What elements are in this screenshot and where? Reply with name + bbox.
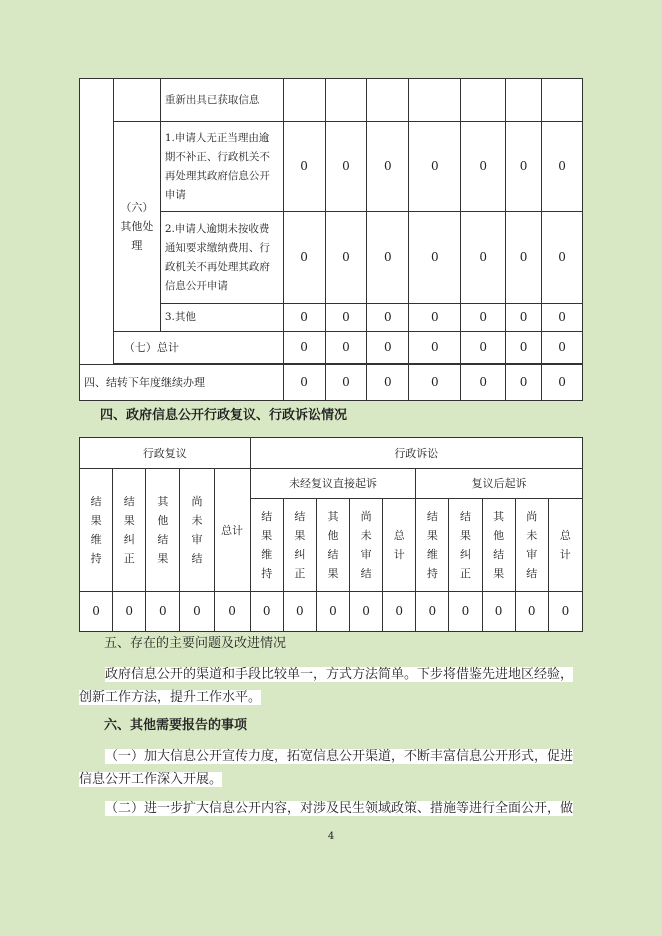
value-cell: 0 xyxy=(548,592,582,632)
value-cell: 0 xyxy=(283,365,325,401)
value-cell: 0 xyxy=(325,332,367,364)
value-cell: 0 xyxy=(409,332,461,364)
value-cell: 0 xyxy=(416,592,449,632)
col-header: 尚 未 审 结 xyxy=(515,499,548,592)
value-cell: 0 xyxy=(316,592,349,632)
value-cell: 0 xyxy=(542,122,583,212)
value-cell: 0 xyxy=(506,332,542,364)
col-header: 其 他 结 果 xyxy=(482,499,515,592)
value-cell: 0 xyxy=(325,304,367,332)
value-cell: 0 xyxy=(409,304,461,332)
value-cell: 0 xyxy=(506,304,542,332)
col-header: 总计 xyxy=(214,469,250,592)
section6-p1: （一）加大信息公开宣传力度，拓宽信息公开渠道，不断丰富信息公开形式，促进信息公开工作深入开展。 xyxy=(79,749,574,787)
value-cell: 0 xyxy=(506,365,542,401)
value-cell: 0 xyxy=(283,212,325,304)
value-cell: 0 xyxy=(506,122,542,212)
value-cell: 0 xyxy=(542,304,583,332)
col-header: 总 计 xyxy=(548,499,582,592)
col-header: 尚 未 审 结 xyxy=(180,469,214,592)
col-header: 结 果 维 持 xyxy=(250,499,283,592)
value-cell: 0 xyxy=(461,122,506,212)
admin-litigation-header: 行政诉讼 xyxy=(250,438,582,469)
section6-title: 六、其他需要报告的事项 xyxy=(104,718,248,733)
value-cell: 0 xyxy=(515,592,548,632)
value-cell: 0 xyxy=(283,592,316,632)
value-cell: 0 xyxy=(250,592,283,632)
value-cell: 0 xyxy=(350,592,383,632)
value-cell: 0 xyxy=(283,332,325,364)
value-cell: 0 xyxy=(409,365,461,401)
value-cell: 0 xyxy=(325,212,367,304)
total-label: （七）总计 xyxy=(113,332,283,364)
col-header: 其 他 结 果 xyxy=(316,499,349,592)
section6-p2: （二）进一步扩大信息公开内容，对涉及民生领域政策、措施等进行全面公开，做 xyxy=(105,801,574,816)
value-cell: 0 xyxy=(367,304,409,332)
row-desc: 3.其他 xyxy=(160,304,283,332)
page-number: 4 xyxy=(327,831,335,842)
value-cell: 0 xyxy=(283,122,325,212)
col-header: 总 计 xyxy=(383,499,416,592)
col-header: 结 果 纠 正 xyxy=(449,499,482,592)
section5-title: 五、存在的主要问题及改进情况 xyxy=(104,636,287,651)
row-desc: 重新出具已获取信息 xyxy=(160,79,283,122)
disposal-table xyxy=(79,78,583,401)
value-cell: 0 xyxy=(180,592,214,632)
section4-title: 四、政府信息公开行政复议、行政诉讼情况 xyxy=(100,408,348,423)
group6-label: （六） 其他处 理 xyxy=(113,122,160,332)
value-cell: 0 xyxy=(542,212,583,304)
value-cell: 0 xyxy=(325,365,367,401)
row-desc: 2.申请人逾期未按收费通知要求缴纳费用、行政机关不再处理其政府信息公开申请 xyxy=(160,212,283,304)
value-cell: 0 xyxy=(542,365,583,401)
value-cell: 0 xyxy=(367,212,409,304)
review-litigation-table xyxy=(79,437,583,632)
col-header: 尚 未 审 结 xyxy=(350,499,383,592)
section5-body: 政府信息公开的渠道和手段比较单一，方式方法简单。下步将借鉴先进地区经验，创新工作方法，提升工作水平。 xyxy=(79,667,574,705)
value-cell: 0 xyxy=(409,122,461,212)
value-cell: 0 xyxy=(461,212,506,304)
direct-suit-header: 未经复议直接起诉 xyxy=(250,469,416,499)
value-cell: 0 xyxy=(367,332,409,364)
value-cell: 0 xyxy=(482,592,515,632)
value-cell: 0 xyxy=(367,365,409,401)
carry-label: 四、结转下年度继续办理 xyxy=(80,365,284,401)
value-cell: 0 xyxy=(542,332,583,364)
value-cell: 0 xyxy=(113,592,146,632)
value-cell: 0 xyxy=(383,592,416,632)
value-cell: 0 xyxy=(214,592,250,632)
value-cell: 0 xyxy=(461,332,506,364)
value-cell: 0 xyxy=(325,122,367,212)
value-cell: 0 xyxy=(409,212,461,304)
row-desc: 1.申请人无正当理由逾期不补正、行政机关不再处理其政府信息公开申请 xyxy=(160,122,283,212)
col-header: 其 他 结 果 xyxy=(146,469,180,592)
value-cell: 0 xyxy=(146,592,180,632)
col-header: 结 果 维 持 xyxy=(416,499,449,592)
left-blank-cell xyxy=(80,79,114,365)
value-cell: 0 xyxy=(506,212,542,304)
col-header: 结 果 纠 正 xyxy=(113,469,146,592)
value-cell: 0 xyxy=(461,304,506,332)
admin-review-header: 行政复议 xyxy=(80,438,251,469)
after-review-header: 复议后起诉 xyxy=(416,469,583,499)
blank-cell xyxy=(113,79,160,122)
col-header: 结 果 维 持 xyxy=(80,469,113,592)
value-cell: 0 xyxy=(367,122,409,212)
value-cell: 0 xyxy=(449,592,482,632)
value-cell: 0 xyxy=(461,365,506,401)
col-header: 结 果 纠 正 xyxy=(283,499,316,592)
value-cell: 0 xyxy=(283,304,325,332)
value-cell: 0 xyxy=(80,592,113,632)
